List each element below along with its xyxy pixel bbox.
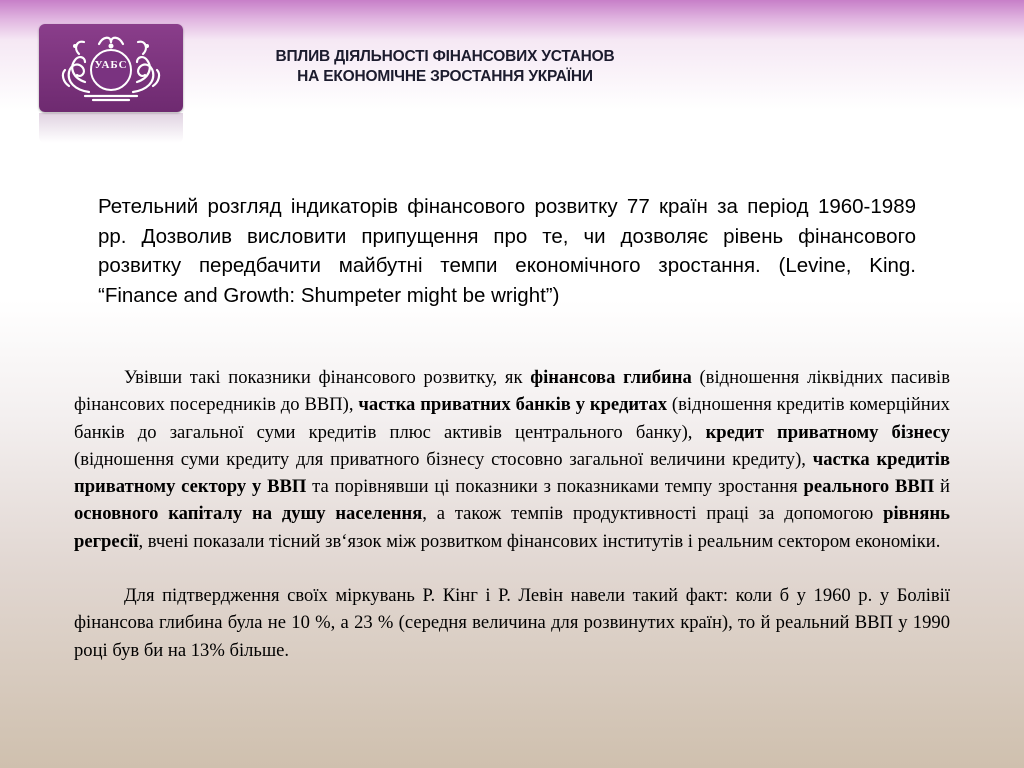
page-title-line-1: ВПЛИВ ДІЯЛЬНОСТІ ФІНАНСОВИХ УСТАНОВ xyxy=(275,48,615,65)
p1-term-capital-per-capita: основного капіталу на душу населення xyxy=(74,503,423,525)
p1-text-4: (відношення суми кредиту для приватного бізнесу стосовно загальної величини кредиту), xyxy=(74,448,813,470)
intro-paragraph: Ретельний розгляд індикаторів фінансового розвитку 77 країн за період 1960-1989 рр. Дозволив висловити припущення про те, чи дозволяє рівень фінансового розвитку передбачити майбутні темпи економічного зростання. (Levine, King. “Finance and Growth: Shumpeter might be wright”) xyxy=(98,195,916,307)
logo xyxy=(39,24,183,112)
body-paragraph-1 xyxy=(74,364,950,555)
p1-text-5: та порівнявши ці показники з показниками темпу зростання xyxy=(306,476,804,498)
p1-text-6: й xyxy=(934,476,950,498)
p1-term-regression: рівнянь регресії xyxy=(74,503,950,552)
logo-text: УАБС xyxy=(94,59,128,71)
p1-term-private-business-credit: кредит приватному бізнесу xyxy=(705,421,950,443)
logo-reflection xyxy=(39,113,183,143)
body-text xyxy=(74,364,950,664)
page-title-line-2: НА ЕКОНОМІЧНЕ ЗРОСТАННЯ УКРАЇНИ xyxy=(297,68,593,85)
p1-term-private-credit-gdp: частка кредитів приватному сектору у ВВП xyxy=(74,448,950,498)
logo-badge xyxy=(39,24,183,112)
body-paragraph-2: Для підтвердження своїх міркувань Р. Кінг і Р. Левін навели такий факт: коли б у 1960 р. у Болівії фінансова глибина була не 10 %, а 23 % (середня величина для розвинутих країн), то й реальний ВВП у 1990 році був би на 13% більше. xyxy=(74,585,950,661)
p1-term-real-gdp: реального ВВП xyxy=(803,476,935,498)
page-title xyxy=(200,47,690,87)
p1-text-1: Увівши такі показники фінансового розвитку, як xyxy=(124,367,531,388)
p1-term-financial-depth: фінансова глибина xyxy=(530,367,692,388)
p1-text-8: , вчені показали тісний зв‘язок між розвитком фінансових інститутів і реальним сектором економіки. xyxy=(138,530,941,552)
p1-text-3: (відношення кредитів комерційних банків до загальної суми кредитів плюс активів центрального банку), xyxy=(74,394,950,443)
p1-text-7: , а також темпів продуктивності праці за допомогою xyxy=(422,503,884,525)
p1-term-private-banks-share: частка приватних банків у кредитах xyxy=(358,394,668,416)
p1-text-2: (відношення ліквідних пасивів фінансових посередників до ВВП), xyxy=(74,367,950,416)
